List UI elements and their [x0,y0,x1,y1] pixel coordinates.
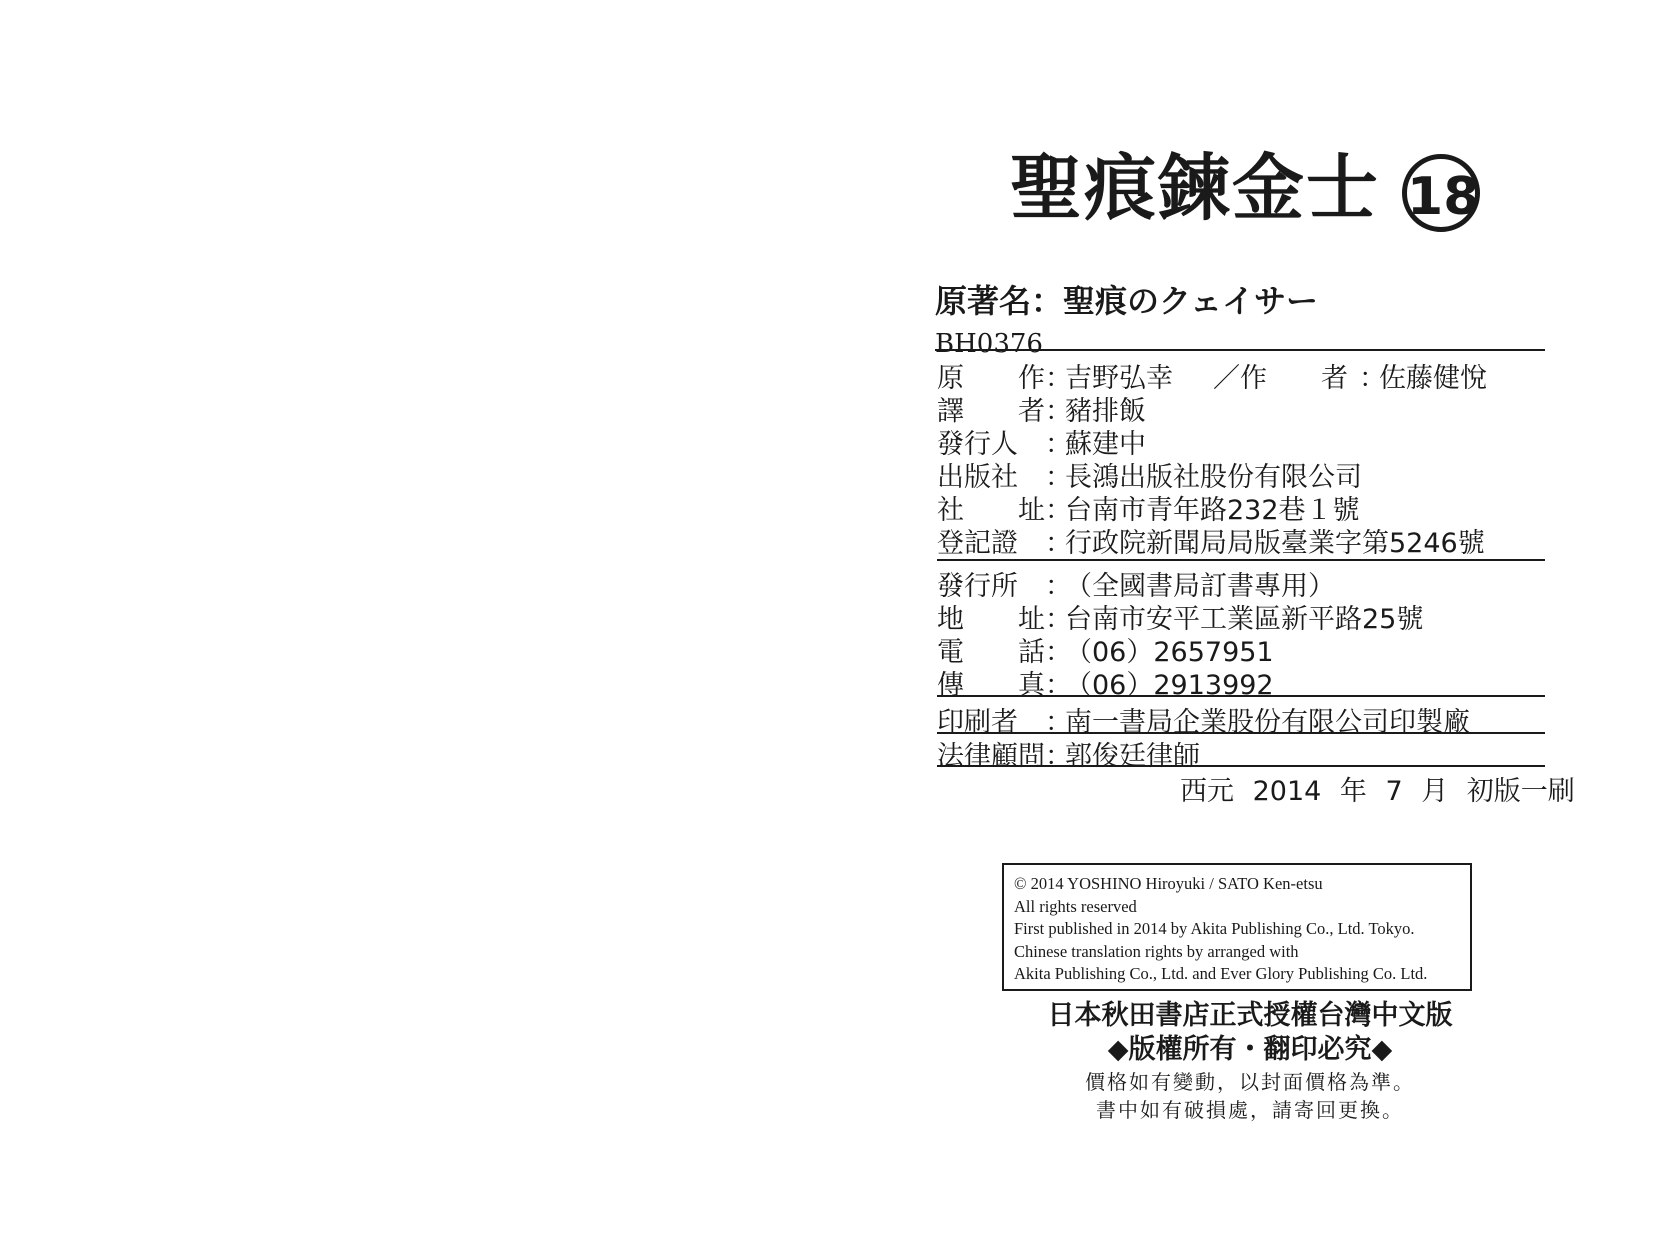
info-value: （06）2913992 [1065,669,1274,701]
colon: ： [1045,570,1072,602]
authorization-notice: 日本秋田書店正式授權台灣中文版 [1047,1000,1453,1031]
info-value: （06）2657951 [1065,636,1274,668]
info-value: 豬排飯 [1065,395,1146,427]
colon: ： [1045,740,1072,772]
artist-label: ／作 者 [1213,362,1348,394]
info-value: 南一書局企業股份有限公司印製廠 [1065,706,1470,738]
info-label: 發行人 [937,428,1018,460]
copyright-line: All rights reserved [1014,896,1137,916]
price-notice: 價格如有變動，以封面價格為準。 [1085,1070,1415,1094]
info-row [937,632,1274,666]
book-code: BH0376 [935,329,1043,359]
volume-badge: 18 [1402,154,1480,232]
info-label: 出版社 [937,461,1018,493]
info-value: 台南市青年路232巷１號 [1065,494,1360,526]
colon: ： [1045,706,1072,738]
info-label: 電 話 [937,636,1045,668]
info-value: 蘇建中 [1065,428,1146,460]
info-row [937,457,1362,491]
artist: 佐藤健悅 [1379,362,1487,394]
info-value: 台南市安平工業區新平路25號 [1065,603,1424,635]
colon: ： [1359,362,1386,394]
colon: ： [1045,362,1072,394]
divider [935,349,1545,351]
copyright-line: Akita Publishing Co., Ltd. and Ever Glory Publishing Co. Ltd. [1014,964,1428,983]
book-title [1010,143,1480,233]
info-row [937,566,1335,600]
colon: ： [1045,395,1072,427]
credits-row [937,358,1487,392]
divider [937,765,1545,767]
info-label: 傳 真 [937,669,1045,701]
info-row [937,599,1423,633]
colon: ： [1045,494,1072,526]
colon: ： [1045,461,1072,493]
info-value: （全國書局訂書專用） [1065,570,1335,602]
info-value: 長鴻出版社股份有限公司 [1065,461,1362,493]
colon: ： [1045,527,1072,559]
colon: ： [1045,636,1072,668]
original-author-label: 原 作 [937,362,1045,394]
original-title: 原著名：聖痕のクェイサー [935,282,1319,320]
colon: ： [1045,669,1072,701]
info-row [937,490,1360,524]
info-row [937,424,1146,458]
printer-row [937,702,1470,736]
info-row [937,523,1485,557]
copyright-box [1002,863,1472,991]
info-label: 法律顧問 [937,740,1045,772]
divider [937,695,1545,697]
copyright-line: Chinese translation rights by arranged with [1014,941,1299,961]
info-value: 行政院新聞局局版臺業字第5246號 [1065,527,1485,559]
original-author: 吉野弘幸 [1065,362,1173,394]
info-row [937,665,1274,699]
info-label: 登記證 [937,527,1018,559]
info-row [937,391,1146,425]
info-label: 社 址 [937,494,1045,526]
colon: ： [1045,428,1072,460]
info-label: 地 址 [937,603,1045,635]
divider [937,559,1545,561]
damage-notice: 書中如有破損處，請寄回更換。 [1096,1098,1404,1122]
colon: ： [1045,603,1072,635]
book-title-text: 聖痕鍊金士 [1010,146,1381,230]
info-label: 印刷者 [937,706,1018,738]
edition-line: 西元 2014 年 7 月 初版一刷 [1180,776,1575,807]
info-label: 發行所 [937,570,1018,602]
info-value: 郭俊廷律師 [1065,740,1200,772]
info-label: 譯 者 [937,395,1045,427]
rights-notice: ◆版權所有・翻印必究◆ [1107,1034,1393,1065]
copyright-line: First published in 2014 by Akita Publishing Co., Ltd. Tokyo. [1014,919,1415,938]
copyright-line: © 2014 YOSHINO Hiroyuki / SATO Ken-etsu [1014,874,1323,893]
